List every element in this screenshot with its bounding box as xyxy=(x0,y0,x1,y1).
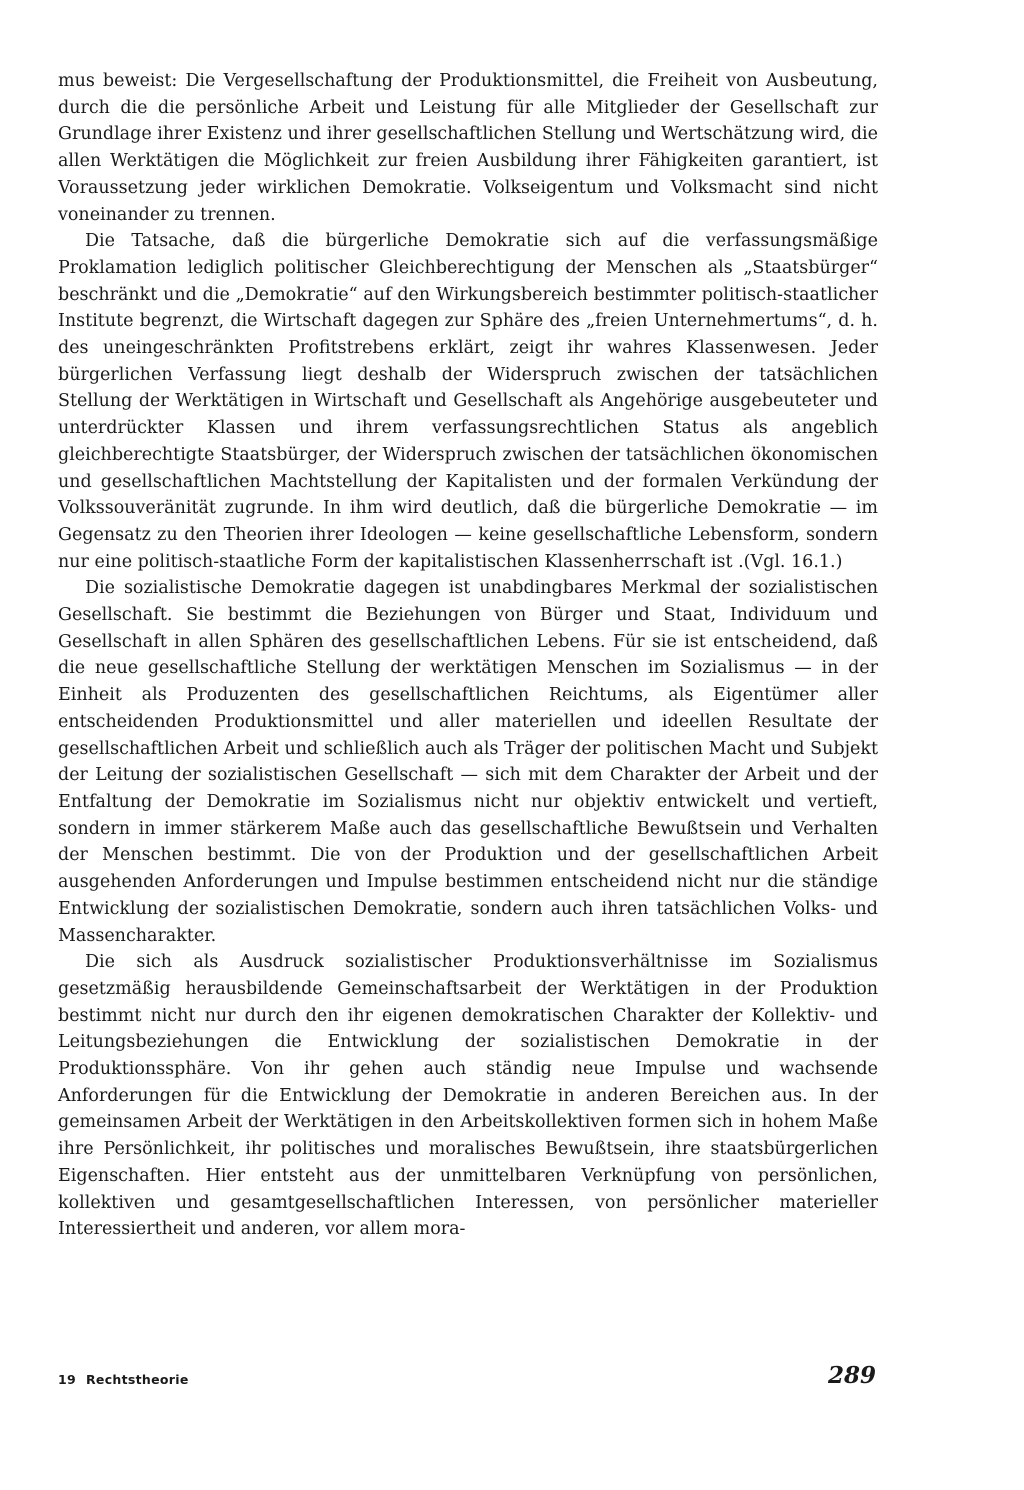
page-number: 289 xyxy=(827,1362,876,1389)
page-footer xyxy=(58,1362,878,1402)
signature-number: 19 xyxy=(58,1372,76,1387)
paragraph-collective-work: Die sich als Ausdruck sozialistischer Produktionsverhältnisse im Sozialismus gesetzmäßig herausbildende Gemeinschaftsarbeit der Werktätigen in der Produktion bestimmt nicht nur durch den ihr eigenen demokratischen Charakter der Kollektiv- und Leitungsbeziehungen die Entwicklung der sozialistischen Demokratie in der Produktionssphäre. Von ihr gehen auch ständig neue Impulse und wachsende Anforderungen für die Entwicklung der Demokratie in anderen Bereichen aus. In der gemeinsamen Arbeit der Werktätigen in den Arbeitskollektiven formen sich in hohem Maße ihre Persönlichkeit, ihr politisches und moralisches Bewußtsein, ihre staatsbürgerlichen Eigenschaften. Hier entsteht aus der unmittelbaren Verknüpfung von persönlichen, kollektiven und gesamtgesellschaftlichen Interessen, von persönlicher materieller Interessiertheit und anderen, vor allem mora- xyxy=(58,952,878,1240)
paragraph-socialist-democracy: Die sozialistische Demokratie dagegen ist unabdingbares Merkmal der sozialistischen Gesellschaft. Sie bestimmt die Beziehungen von Bürger und Staat, Individuum und Gesellschaft in allen Sphären des gesellschaftlichen Lebens. Für sie ist entscheidend, daß die neue gesellschaftliche Stellung der werktätigen Menschen im Sozialismus — in der Einheit als Produzenten des gesellschaftlichen Reichtums, als Eigentümer aller entscheidenden Produktionsmittel und aller materiellen und ideellen Resultate der gesellschaftlichen Arbeit und schließlich auch als Träger der politischen Macht und Subjekt der Leitung der sozialistischen Gesellschaft — sich mit dem Charakter der Arbeit und der Entfaltung der Demokratie im Sozialismus nicht nur objektiv entwickelt und vertieft, sondern in immer stärkerem Maße auch das gesellschaftliche Bewußtsein und Verhalten der Menschen bestimmt. Die von der Produktion und der gesellschaftlichen Arbeit ausgehenden Anforderungen und Impulse bestimmen entscheidend nicht nur die ständige Entwicklung der sozialistischen Demokratie, sondern auch ihren tatsächlichen Volks- und Massencharakter. xyxy=(58,578,878,946)
paragraph-continuation: mus beweist: Die Vergesellschaftung der Produktionsmittel, die Freiheit von Ausbeutung, durch die die persönliche Arbeit und Leistung für alle Mitglieder der Gesellschaft zur Grundlage ihrer Existenz und ihrer gesellschaftlichen Stellung und Wertschätzung wird, die allen Werktätigen die Möglichkeit zur freien Ausbildung ihrer Fähigkeiten garantiert, ist Voraussetzung jeder wirklichen Demokratie. Volkseigentum und Volksmacht sind nicht voneinander zu trennen. xyxy=(58,71,878,225)
signature-title: Rechtstheorie xyxy=(86,1372,189,1387)
printer-signature xyxy=(58,1372,189,1387)
page-body xyxy=(58,68,878,1243)
paragraph-bourgeois-democracy: Die Tatsache, daß die bürgerliche Demokratie sich auf die verfassungsmäßige Proklamation lediglich politischer Gleichberechtigung der Menschen als „Staatsbürger“ beschränkt und die „Demokratie“ auf den Wirkungsbereich bestimmter politisch-staatlicher Institute begrenzt, die Wirtschaft dagegen zur Sphäre des „freien Unternehmertums“, d. h. des uneingeschränkten Profitstrebens erklärt, zeigt ihr wahres Klassenwesen. Jeder bürgerlichen Verfassung liegt deshalb der Widerspruch zwischen der tatsächlichen Stellung der Werktätigen in Wirtschaft und Gesellschaft als Angehörige ausgebeuteter und unterdrückter Klassen und ihrem verfassungsrechtlichen Status als angeblich gleichberechtigte Staatsbürger, der Widerspruch zwischen der tatsächlichen ökonomischen und gesellschaftlichen Machtstellung der Kapitalisten und der formalen Verkündung der Volkssouveränität zugrunde. In ihm wird deutlich, daß die bürgerliche Demokratie — im Gegensatz zu den Theorien ihrer Ideologen — keine gesellschaftliche Lebensform, sondern nur eine politisch-staatliche Form der kapitalistischen Klassenherrschaft ist .(Vgl. 16.1.) xyxy=(58,231,878,572)
